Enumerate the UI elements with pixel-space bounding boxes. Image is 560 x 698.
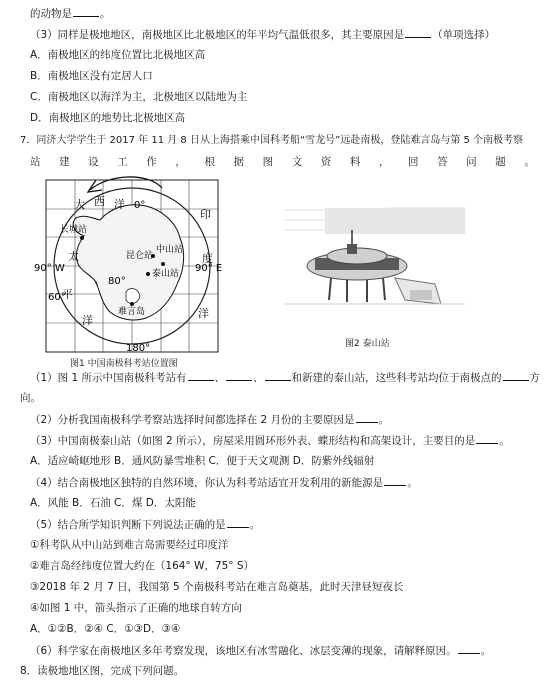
lon-90w-label: 90° W: [34, 263, 65, 274]
statement-4: ④如图 1 中，箭头指示了正确的地球自转方向: [30, 602, 242, 614]
option-a: A．南极地区的纬度位置比北极地区高: [30, 49, 206, 61]
answer-blank[interactable]: [227, 517, 249, 528]
sub-question-6: （6）科学家在南极地区多年考察发现，该地区有冰雪融化、冰层变薄的现象，请解释原因。 。: [30, 645, 492, 657]
answer-blank[interactable]: [405, 27, 431, 38]
figure-2-caption: 图2 泰山站: [345, 339, 390, 349]
figure-1-map: [30, 172, 230, 372]
option-b: B．南极地区没有定居人口: [30, 70, 153, 82]
sub-question-2: （2）分析我国南极科学考察站选择时间都选择在 2 月份的主要原因是 。: [30, 414, 390, 426]
answer-blank[interactable]: [226, 370, 252, 381]
lon-90e-label: 90° E: [195, 263, 223, 274]
sub-question-3: （3）中国南极泰山站（如图 2 所示），房屋采用圆环形外表、蝶形结构和高架设计，主要目的是 。: [30, 435, 510, 447]
answer-blank[interactable]: [503, 370, 529, 381]
station-dot: [161, 262, 165, 266]
sub-question-3-options: A．适应崎岖地形 B．通风防暴雪堆积 C．便于天文观测 D．防紫外线辐射: [30, 455, 375, 467]
station-dot: [146, 272, 150, 276]
ocean-label: 度: [202, 252, 213, 265]
station-label-taishan: 泰山站: [152, 269, 180, 279]
station-dot: [80, 236, 84, 240]
lat-60-label: 60°: [48, 292, 66, 303]
answer-blank[interactable]: [476, 433, 498, 444]
answer-blank[interactable]: [73, 6, 99, 17]
line-animal: 的动物是 。: [30, 8, 111, 20]
ocean-label: 洋: [82, 314, 93, 327]
answer-blank[interactable]: [188, 370, 214, 381]
sub-question-5: （5）结合所学知识判断下列说法正确的是 。: [30, 519, 261, 531]
answer-blank[interactable]: [384, 475, 406, 486]
ocean-label: 大: [74, 198, 85, 211]
option-c: C．南极地区以海洋为主，北极地区以陆地为主: [30, 91, 248, 103]
sub-question-4: （4）结合南极地区独特的自然环境，你认为科考站适宜开发利用的新能源是 。: [30, 477, 418, 489]
question-7-cont: 站 建 设 工 作 ， 根 据 图 文 资 料 ， 回 答 问 题 。: [30, 156, 535, 168]
ocean-label: 洋: [114, 198, 125, 211]
statement-3: ③2018 年 2 月 7 日，我国第 5 个南极科考站在难言岛奠基，此时天津昼短夜长: [30, 581, 404, 593]
station-dot: [130, 302, 134, 306]
sub-question-1-cont: 向。: [20, 392, 41, 404]
question-8: 8．读极地地区图，完成下列问题。: [20, 665, 185, 677]
figure-2-photo: [285, 200, 465, 330]
statement-2: ②难言岛经纬度位置大约在（164° W，75° S）: [30, 560, 255, 572]
ocean-label: 洋: [198, 307, 209, 320]
question-7: 7．同济大学学生于 2017 年 11 月 8 日从上海搭乘中国科考船“雪龙号”远赴南极，登陆难言岛与第 5 个南极考察: [20, 135, 524, 146]
sub-question-5-options: A．①②B．②④ C．①③D．③④: [30, 623, 181, 635]
question-3: （3）同样是极地地区，南极地区比北极地区的年平均气温低很多，其主要原因是 （单项选择）: [30, 29, 496, 41]
answer-blank[interactable]: [356, 412, 378, 423]
figure-1-caption: 图1 中国南极科考站位置图: [70, 359, 178, 369]
answer-blank[interactable]: [458, 643, 480, 654]
station-label-nanyan: 难言岛: [118, 307, 146, 317]
statement-1: ①科考队从中山站到难言岛需要经过印度洋: [30, 539, 229, 551]
station-label-changcheng: 长城站: [60, 225, 88, 235]
station-label-zhongshan: 中山站: [156, 245, 184, 255]
ocean-label: 太: [68, 250, 79, 263]
ocean-label: 印: [200, 208, 211, 221]
sub-question-1: （1）图 1 所示中国南极科考站有 、 、 和新建的泰山站，这些科考站均位于南极点的 方: [30, 372, 541, 384]
lat-80-label: 80°: [108, 276, 126, 287]
lon-180-label: 180°: [126, 343, 151, 354]
station-label-kunlun: 昆仑站: [126, 251, 154, 261]
ocean-label: 西: [94, 195, 105, 208]
ocean-label: 平: [62, 288, 73, 301]
option-d: D．南极地区的地势比北极地区高: [30, 112, 186, 124]
answer-blank[interactable]: [265, 370, 291, 381]
sub-question-4-options: A．风能 B．石油 C．煤 D．太阳能: [30, 497, 196, 509]
lon-0-label: 0°: [134, 200, 146, 211]
